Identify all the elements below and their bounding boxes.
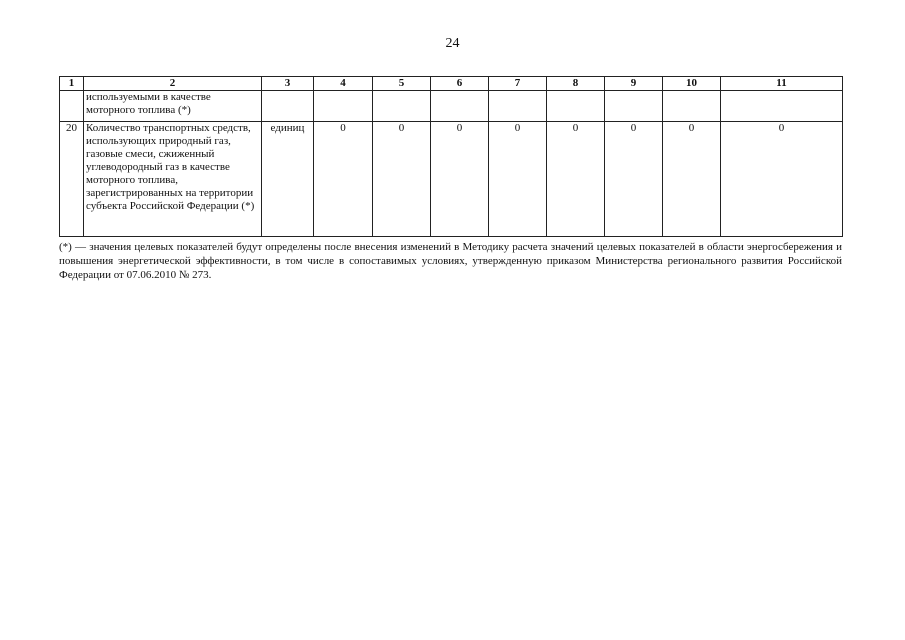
table-row-continuation: [60, 91, 843, 122]
value-cell: [663, 91, 721, 122]
value-cell: 0: [489, 122, 547, 237]
table-row: [60, 122, 843, 237]
value-cell: 0: [547, 122, 605, 237]
value-cell: [314, 91, 373, 122]
column-header: 4: [314, 77, 373, 91]
column-header: 7: [489, 77, 547, 91]
value-cell: 0: [373, 122, 431, 237]
value-cell: [721, 91, 843, 122]
column-header: 5: [373, 77, 431, 91]
value-cell: [489, 91, 547, 122]
column-header: 6: [431, 77, 489, 91]
row-number-cell: 20: [60, 122, 84, 237]
column-header: 1: [60, 77, 84, 91]
value-cell: 0: [314, 122, 373, 237]
column-header: 9: [605, 77, 663, 91]
column-header: 10: [663, 77, 721, 91]
column-header: 11: [721, 77, 843, 91]
value-cell: 0: [663, 122, 721, 237]
value-cell: [431, 91, 489, 122]
unit-cell: [262, 91, 314, 122]
value-cell: [605, 91, 663, 122]
value-cell: [547, 91, 605, 122]
value-cell: 0: [605, 122, 663, 237]
footnote: (*) — значения целевых показателей будут определены после внесения изменений в Методику расчета значений целевых показателей в области энергосбережения и повышения энергетической эффективности, в том числе в сопоставимых условиях, утвержденную приказом Министерства регионального развития Российской Федерации от 07.06.2010 № 273.: [59, 241, 842, 281]
table-header-row: [60, 77, 843, 91]
column-header: 3: [262, 77, 314, 91]
indicator-name-cell: Количество транспортных средств, использующих природный газ, газовые смеси, сжиженный углеводородный газ в качестве моторного топлива, зарегистрированных на территории субъекта Российской Федерации (*): [84, 122, 262, 237]
value-cell: [373, 91, 431, 122]
indicator-name-cell: используемыми в качестве моторного топлива (*): [84, 91, 262, 122]
column-header: 8: [547, 77, 605, 91]
column-header: 2: [84, 77, 262, 91]
indicators-table: [59, 76, 843, 237]
row-number-cell: [60, 91, 84, 122]
value-cell: 0: [721, 122, 843, 237]
page-number: 24: [445, 36, 460, 51]
unit-cell: единиц: [262, 122, 314, 237]
value-cell: 0: [431, 122, 489, 237]
